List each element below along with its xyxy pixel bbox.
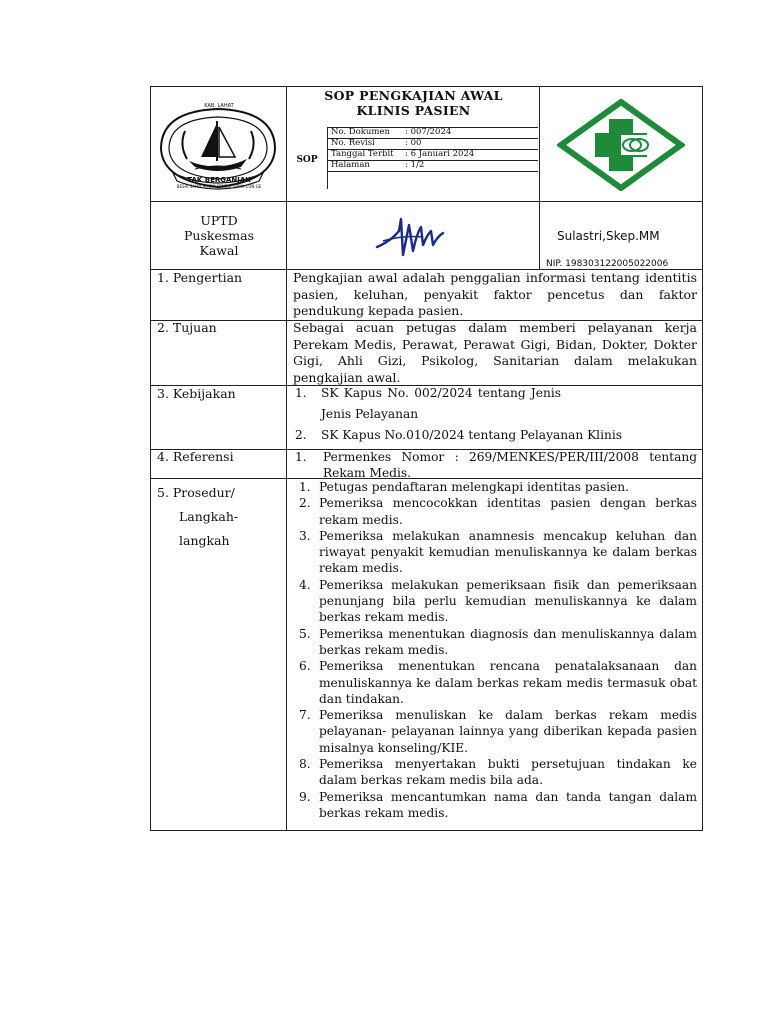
item-text: Pemeriksa melakukan anamnesis mencakup keluhan dan riwayat penyakit kemudian menuliskannya ke dalam berkas rekam medis.	[319, 528, 697, 576]
list-item	[293, 495, 697, 528]
sop-label: SOP	[296, 155, 318, 165]
list-item	[293, 577, 697, 626]
prosedur-label-line-1: 5. Prosedur/	[157, 485, 235, 500]
list-item	[293, 626, 697, 659]
meta-row-dokumen	[327, 127, 540, 138]
title-line-2: KLINIS PASIEN	[356, 103, 471, 118]
org-line-3: Kawal	[199, 243, 239, 258]
list-item	[293, 707, 697, 756]
meta-row-tanggal	[327, 149, 540, 160]
prosedur-label-line-3: langkah	[179, 533, 230, 548]
item-number: 1.	[299, 480, 311, 494]
meta-row-halaman	[327, 160, 540, 171]
item-text: SK Kapus No.010/2024 tentang Pelayanan Klinis	[321, 428, 622, 442]
item-number: 2.	[295, 428, 307, 442]
meta-line-4	[327, 171, 538, 172]
sop-document	[150, 86, 703, 831]
item-number: 2.	[299, 496, 311, 511]
label-prosedur	[157, 481, 238, 553]
item-text: Pemeriksa menyertakan bukti persetujuan tindakan ke dalam berkas rekam medis bila ada.	[319, 757, 697, 788]
label-tujuan: 2. Tujuan	[157, 320, 217, 335]
list-item	[293, 425, 711, 446]
divider-left-column	[286, 87, 287, 830]
kebijakan-list	[293, 383, 622, 446]
item-text: Pemeriksa mencantumkan nama dan tanda tangan dalam berkas rekam medis.	[319, 789, 697, 820]
list-item	[293, 449, 697, 482]
item-text: Pemeriksa menentukan diagnosis dan menuliskannya dalam berkas rekam medis.	[319, 626, 697, 657]
divider-header	[151, 201, 702, 202]
item-text: Permenkes Nomor : 269/MENKES/PER/III/2008 tentang Rekam Medis.	[323, 450, 697, 481]
item-number: 1.	[295, 450, 307, 464]
logo-top-text: KAB. LAHAT	[204, 103, 234, 109]
meta-key: Tanggal Terbit	[331, 149, 394, 159]
item-text: Pemeriksa menuliskan ke dalam berkas rekam medis pelayanan- pelayanan lainnya yang diberikan kepada pasien misalnya konseling/KIE.	[319, 708, 697, 755]
item-text: Pemeriksa melakukan pemeriksaan fisik dan pemeriksaan penunjang bila perlu kemudian menuliskannya ke dalam berkas rekam medis.	[319, 577, 697, 625]
list-item	[293, 789, 697, 822]
org-name	[151, 213, 287, 258]
item-number: 9.	[299, 789, 311, 804]
list-item	[293, 383, 561, 425]
item-number: 6.	[299, 659, 311, 674]
label-pengertian: 1. Pengertian	[157, 270, 243, 285]
signature	[373, 211, 453, 263]
logo-banner-text: TAK BERGANJAK	[187, 176, 251, 184]
list-item	[293, 528, 697, 577]
item-number: 3.	[299, 528, 311, 543]
list-item	[293, 756, 697, 789]
text-pengertian: Pengkajian awal adalah penggalian informasi tentang identitis pasien, keluhan, penyakit faktor pencetus dan faktor pendukung kepada pasien.	[293, 270, 697, 318]
text-tujuan: Sebagai acuan petugas dalam memberi pelayanan kerja Perekam Medis, Perawat, Perawat Gigi, Bidan, Dokter, Dokter Gigi, Ahli Gizi, Psikolog, Sanitarian dalam melakukan pengkajian awal.	[293, 320, 697, 385]
meta-value: : 00	[405, 138, 422, 148]
meta-value: : 6 Januari 2024	[405, 149, 475, 159]
meta-key: No. Dokumen	[331, 127, 390, 137]
org-line-2: Puskesmas	[184, 228, 254, 243]
item-text: Pemeriksa mencocokkan identitas pasien dengan berkas rekam medis.	[319, 496, 697, 527]
list-item	[293, 658, 697, 707]
puskesmas-logo	[557, 99, 685, 191]
item-number: 1.	[295, 386, 307, 400]
sop-title	[287, 87, 540, 118]
meta-key: Halaman	[331, 160, 370, 170]
referensi-list	[293, 449, 697, 482]
logo-bottom-text: BESAI SAMA BIMBA SENDIE SAMA CUN GE	[176, 184, 262, 189]
prosedur-list	[293, 479, 697, 821]
meta-key: No. Revisi	[331, 138, 375, 148]
item-number: 8.	[299, 757, 311, 772]
org-line-1: UPTD	[200, 213, 238, 228]
meta-row-revisi	[327, 138, 540, 149]
label-referensi: 4. Referensi	[157, 449, 234, 464]
meta-value: : 007/2024	[405, 127, 452, 137]
item-number: 7.	[299, 708, 311, 723]
signer-name: Sulastri,Skep.MM	[557, 229, 660, 243]
signer-nip: NIP. 198303122005022006	[546, 259, 669, 269]
item-number: 4.	[299, 577, 311, 592]
item-text: Pemeriksa menentukan rencana penatalaksanaan dan menuliskannya ke dalam berkas rekam medis termasuk obat dan tindakan.	[319, 659, 697, 706]
item-text: SK Kapus No. 002/2024 tentang Jenis Jenis Pelayanan	[321, 386, 561, 421]
label-kebijakan: 3. Kebijakan	[157, 386, 236, 401]
item-text: Petugas pendaftaran melengkapi identitas pasien.	[319, 480, 629, 494]
list-item	[293, 479, 697, 495]
meta-value: : 1/2	[405, 160, 425, 170]
item-number: 5.	[299, 626, 311, 641]
title-line-1: SOP PENGKAJIAN AWAL	[324, 88, 503, 103]
prosedur-label-line-2: Langkah-	[179, 509, 239, 524]
